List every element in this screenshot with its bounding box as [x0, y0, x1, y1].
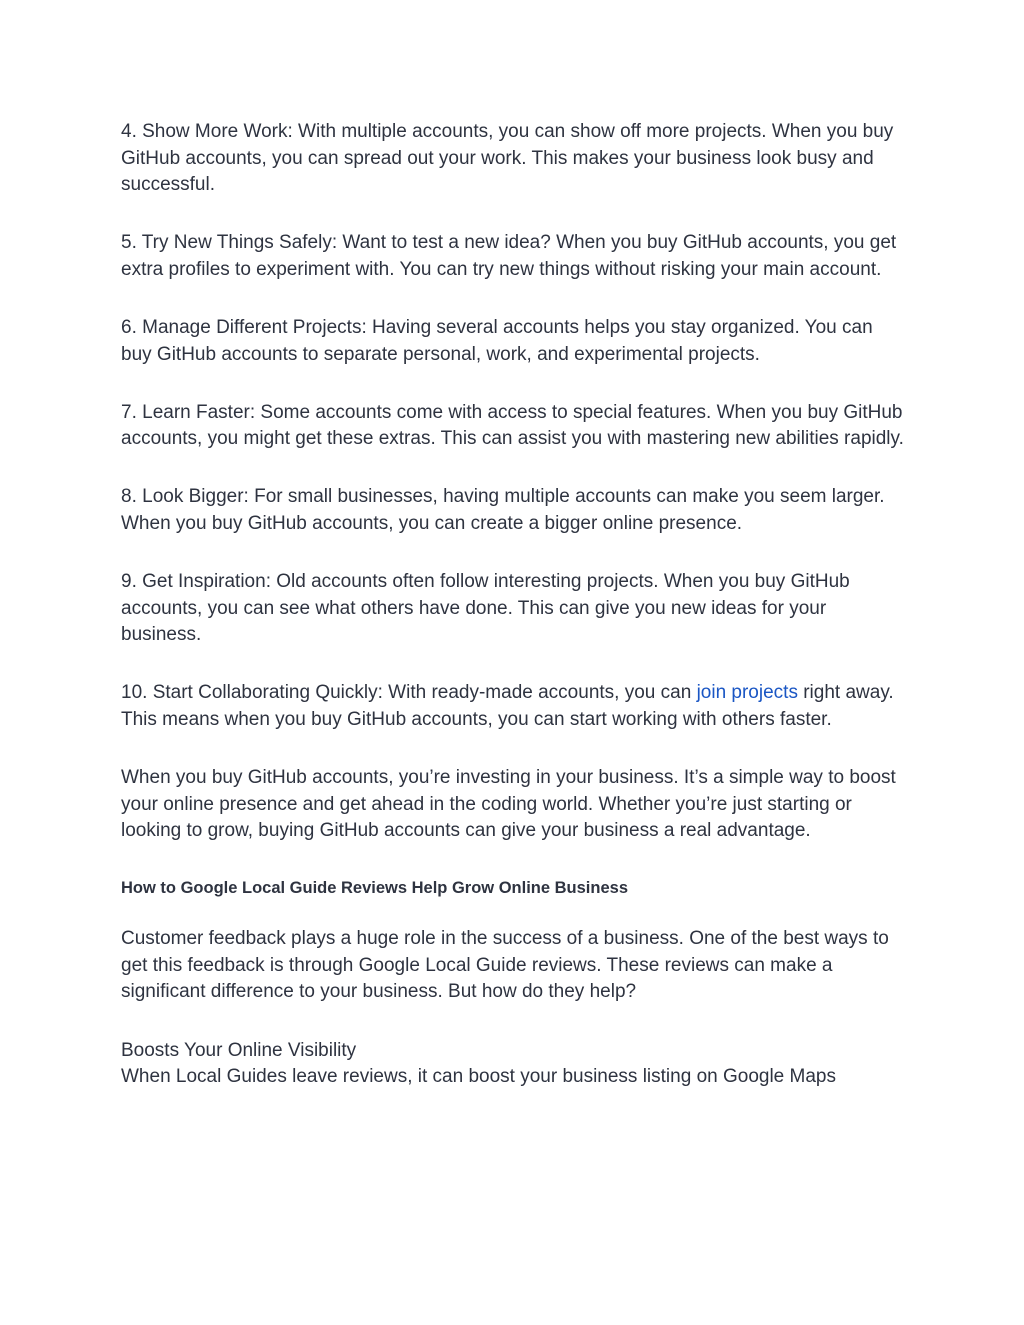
conclusion-paragraph: When you buy GitHub accounts, you’re investing in your business. It’s a simple way to boost your online presence and get ahead in the coding world. Whether you’re just starting or looking to grow, buying GitHub accounts can give your business a real advantage.: [121, 767, 896, 842]
subheading: Boosts Your Online Visibility: [121, 1039, 357, 1061]
list-item-6: 6. Manage Different Projects: Having several accounts helps you stay organized. You can buy GitHub accounts to separate personal, work, and experimental projects.: [121, 316, 873, 365]
intro-paragraph: Customer feedback plays a huge role in the success of a business. One of the best ways to get this feedback is through Google Local Guide reviews. These reviews can make a significant difference to your business. But how do they help?: [121, 928, 889, 1003]
list-item-5: 5. Try New Things Safely: Want to test a new idea? When you buy GitHub accounts, you get extra profiles to experiment with. You can try new things without risking your main account.: [121, 232, 897, 280]
list-item-10-text-before: 10. Start Collaborating Quickly: With ready-made accounts, you can: [121, 682, 697, 704]
list-item-4: 4. Show More Work: With multiple accounts, you can show off more projects. When you buy GitHub accounts, you can spread out your work. This makes your business look busy and successful.: [121, 121, 894, 196]
join-projects-link[interactable]: join projects: [696, 682, 798, 704]
list-item-10: [121, 680, 906, 733]
list-item-7: 7. Learn Faster: Some accounts come with access to special features. When you buy GitHub accounts, you might get these extras. This can assist you with mastering new abilities rapidly.: [121, 401, 904, 450]
document-page: [121, 119, 906, 1091]
section-heading: How to Google Local Guide Reviews Help Grow Online Business: [121, 879, 629, 898]
list-item-10-text-after: right away. This means when you buy GitHub accounts, you can start working with others faster.: [121, 682, 894, 730]
subheading-text: When Local Guides leave reviews, it can boost your business listing on Google Maps: [121, 1066, 836, 1088]
list-item-8: 8. Look Bigger: For small businesses, having multiple accounts can make you seem larger. When you buy GitHub accounts, you can create a bigger online presence.: [121, 486, 885, 534]
list-item-9: 9. Get Inspiration: Old accounts often follow interesting projects. When you buy GitHub accounts, you can see what others have done. This can give you new ideas for your business.: [121, 571, 850, 646]
